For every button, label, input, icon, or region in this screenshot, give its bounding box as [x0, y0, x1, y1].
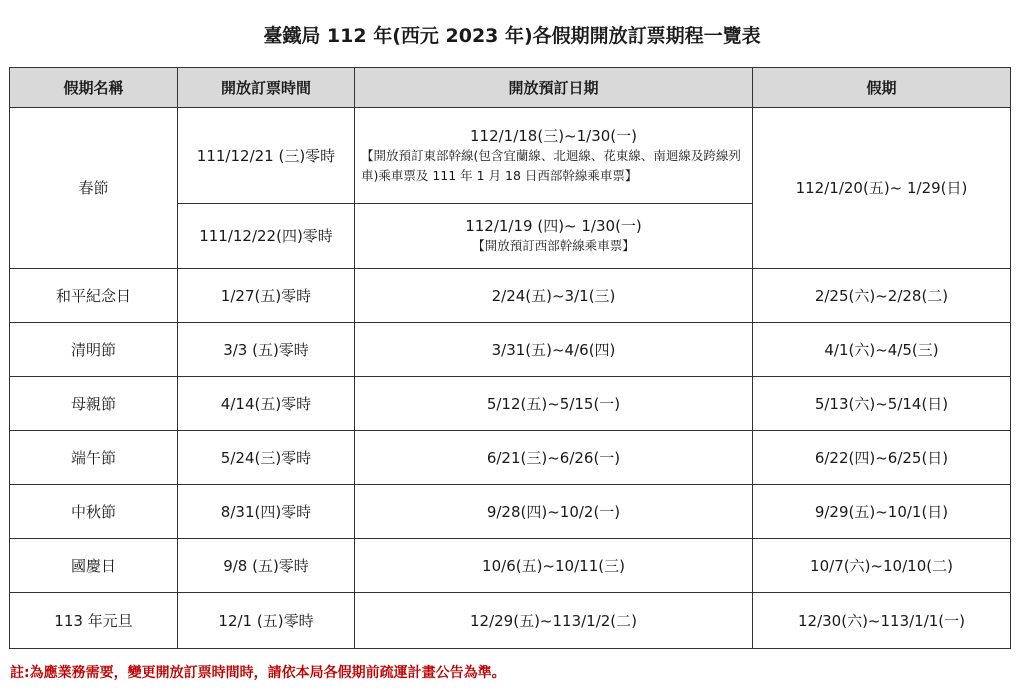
booking-dates-cell: 2/24(五)~3/1(三)	[355, 269, 753, 323]
booking-remark: 【開放預訂東部幹線(包含宜蘭線、北迴線、花東線、南迴線及跨線列車)乘車票及 111 年 1 月 18 日西部幹線乘車票】	[361, 147, 741, 183]
open-time-cell	[178, 204, 355, 269]
booking-dates-cell	[355, 108, 753, 204]
holiday-period-cell: 5/13(六)~5/14(日)	[753, 377, 1011, 431]
column-header-open-time: 開放訂票時間	[178, 68, 355, 108]
holiday-name-cell: 母親節	[10, 377, 178, 431]
booking-remark: 【開放預訂西部幹線乘車票】	[472, 238, 635, 253]
open-time-cell: 3/3 (五)零時	[178, 323, 355, 377]
open-time-cell: 12/1 (五)零時	[178, 593, 355, 649]
booking-dates-cell: 6/21(三)~6/26(一)	[355, 431, 753, 485]
booking-dates-cell: 12/29(五)~113/1/2(二)	[355, 593, 753, 649]
table-header-row	[10, 68, 1011, 108]
holiday-period-cell: 10/7(六)~10/10(二)	[753, 539, 1011, 593]
booking-dates-cell: 10/6(五)~10/11(三)	[355, 539, 753, 593]
holiday-name-cell: 113 年元旦	[10, 593, 178, 649]
open-time-cell: 1/27(五)零時	[178, 269, 355, 323]
holiday-name-cell: 國慶日	[10, 539, 178, 593]
open-time: 111/12/21 (三)零時	[196, 146, 336, 165]
holiday-name: 春節	[78, 179, 109, 197]
open-time-cell: 9/8 (五)零時	[178, 539, 355, 593]
holiday-period: 112/1/20(五)~ 1/29(日)	[795, 179, 968, 197]
column-header-booking-dates: 開放預訂日期	[355, 68, 753, 108]
table-row	[10, 539, 1011, 593]
holiday-ticket-schedule-table	[9, 67, 1011, 649]
table-row	[10, 593, 1011, 649]
open-time: 111/12/22(四)零時	[199, 227, 333, 245]
column-header-holiday-period: 假期	[753, 68, 1011, 108]
holiday-period-cell: 6/22(四)~6/25(日)	[753, 431, 1011, 485]
column-header-holiday-name: 假期名稱	[10, 68, 178, 108]
booking-dates-cell: 3/31(五)~4/6(四)	[355, 323, 753, 377]
booking-dates-cell	[355, 204, 753, 269]
open-time-cell: 5/24(三)零時	[178, 431, 355, 485]
booking-dates-cell: 9/28(四)~10/2(一)	[355, 485, 753, 539]
table-row	[10, 269, 1011, 323]
holiday-period-cell: 9/29(五)~10/1(日)	[753, 485, 1011, 539]
table-row	[10, 323, 1011, 377]
page-title: 臺鐵局 112 年(西元 2023 年)各假期開放訂票期程一覽表	[263, 25, 761, 47]
holiday-period-cell: 2/25(六)~2/28(二)	[753, 269, 1011, 323]
open-time-cell: 8/31(四)零時	[178, 485, 355, 539]
table-row	[10, 485, 1011, 539]
holiday-period-cell: 4/1(六)~4/5(三)	[753, 323, 1011, 377]
booking-dates-cell: 5/12(五)~5/15(一)	[355, 377, 753, 431]
holiday-period-cell: 12/30(六)~113/1/1(一)	[753, 593, 1011, 649]
footnote: 註:為應業務需要，變更開放訂票時間時，請依本局各假期前疏運計畫公告為準。	[10, 665, 506, 681]
holiday-name-cell: 中秋節	[10, 485, 178, 539]
table-row	[10, 108, 1011, 204]
holiday-name-cell	[10, 108, 178, 269]
booking-dates: 112/1/18(三)~1/30(一)	[469, 126, 638, 145]
open-time-cell	[178, 108, 355, 204]
holiday-name-cell: 和平紀念日	[10, 269, 178, 323]
holiday-period-cell	[753, 108, 1011, 269]
table-row	[10, 431, 1011, 485]
open-time-cell: 4/14(五)零時	[178, 377, 355, 431]
booking-dates: 112/1/19 (四)~ 1/30(一)	[465, 217, 642, 235]
holiday-name-cell: 端午節	[10, 431, 178, 485]
table-row	[10, 377, 1011, 431]
holiday-name-cell: 清明節	[10, 323, 178, 377]
